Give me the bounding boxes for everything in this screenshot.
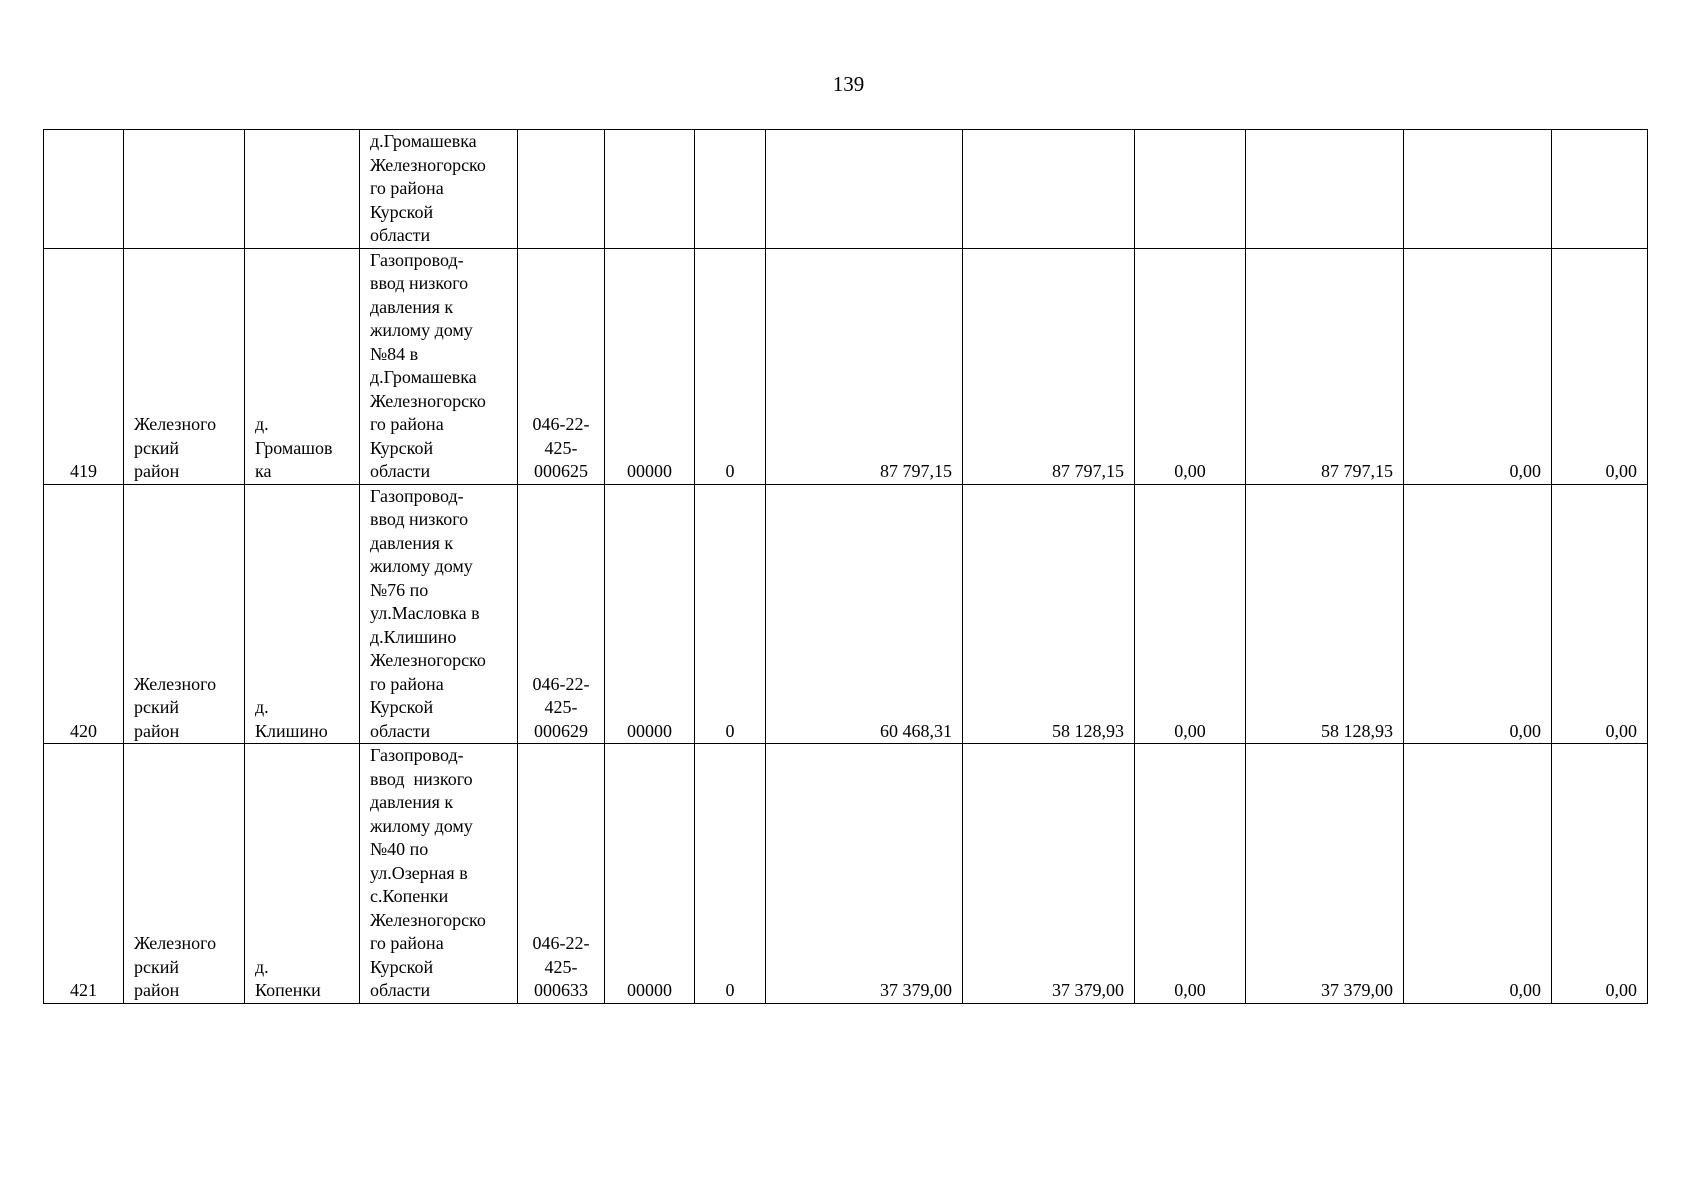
cell-col7 bbox=[695, 130, 766, 249]
cell-value-6 bbox=[1552, 130, 1648, 249]
cell-code: 046-22- 425- 000633 bbox=[518, 744, 605, 1004]
cell-code: 046-22- 425- 000625 bbox=[518, 248, 605, 484]
cell-value-6: 0,00 bbox=[1552, 744, 1648, 1004]
cell-value-2: 58 128,93 bbox=[963, 484, 1135, 744]
cell-value-2: 37 379,00 bbox=[963, 744, 1135, 1004]
cell-code: 046-22- 425- 000629 bbox=[518, 484, 605, 744]
cell-value-5: 0,00 bbox=[1404, 248, 1552, 484]
cell-value-4: 87 797,15 bbox=[1246, 248, 1404, 484]
cell-value-5: 0,00 bbox=[1404, 484, 1552, 744]
cell-number: 421 bbox=[44, 744, 124, 1004]
cell-code bbox=[518, 130, 605, 249]
cell-value-3: 0,00 bbox=[1135, 744, 1246, 1004]
cell-col7: 0 bbox=[695, 484, 766, 744]
cell-col6 bbox=[605, 130, 695, 249]
cell-description: Газопровод- ввод низкого давления к жилому дому №76 по ул.Масловка в д.Клишино Железногорско го района Курской области bbox=[360, 484, 518, 744]
cell-value-5 bbox=[1404, 130, 1552, 249]
cell-value-1: 87 797,15 bbox=[766, 248, 963, 484]
table-row bbox=[44, 130, 1648, 249]
cell-value-4: 58 128,93 bbox=[1246, 484, 1404, 744]
cell-number: 419 bbox=[44, 248, 124, 484]
cell-description: Газопровод- ввод низкого давления к жилому дому №84 в д.Громашевка Железногорско го района Курской области bbox=[360, 248, 518, 484]
cell-district: Железного рский район bbox=[124, 744, 245, 1004]
cell-description: Газопровод- ввод низкого давления к жилому дому №40 по ул.Озерная в с.Копенки Железногорско го района Курской области bbox=[360, 744, 518, 1004]
cell-value-1: 37 379,00 bbox=[766, 744, 963, 1004]
cell-value-3: 0,00 bbox=[1135, 484, 1246, 744]
cell-col6: 00000 bbox=[605, 744, 695, 1004]
cell-value-4 bbox=[1246, 130, 1404, 249]
cell-col6: 00000 bbox=[605, 248, 695, 484]
cell-value-1 bbox=[766, 130, 963, 249]
cell-col6: 00000 bbox=[605, 484, 695, 744]
cell-locality: д. Клишино bbox=[245, 484, 360, 744]
cell-value-5: 0,00 bbox=[1404, 744, 1552, 1004]
cell-value-3: 0,00 bbox=[1135, 248, 1246, 484]
cell-locality: д. Громашов ка bbox=[245, 248, 360, 484]
table-row bbox=[44, 744, 1648, 1004]
cell-value-6: 0,00 bbox=[1552, 484, 1648, 744]
cell-value-3 bbox=[1135, 130, 1246, 249]
cell-col7: 0 bbox=[695, 744, 766, 1004]
cell-locality bbox=[245, 130, 360, 249]
cell-col7: 0 bbox=[695, 248, 766, 484]
cell-value-2 bbox=[963, 130, 1135, 249]
cell-number: 420 bbox=[44, 484, 124, 744]
table-row bbox=[44, 484, 1648, 744]
table-row bbox=[44, 248, 1648, 484]
cell-description: д.Громашевка Железногорско го района Курской области bbox=[360, 130, 518, 249]
cell-value-2: 87 797,15 bbox=[963, 248, 1135, 484]
cell-value-6: 0,00 bbox=[1552, 248, 1648, 484]
cell-number bbox=[44, 130, 124, 249]
page-number: 139 bbox=[832, 72, 865, 96]
cell-value-4: 37 379,00 bbox=[1246, 744, 1404, 1004]
cell-value-1: 60 468,31 bbox=[766, 484, 963, 744]
cell-district: Железного рский район bbox=[124, 248, 245, 484]
registry-table bbox=[43, 129, 1648, 1004]
cell-district: Железного рский район bbox=[124, 484, 245, 744]
cell-district bbox=[124, 130, 245, 249]
cell-locality: д. Копенки bbox=[245, 744, 360, 1004]
